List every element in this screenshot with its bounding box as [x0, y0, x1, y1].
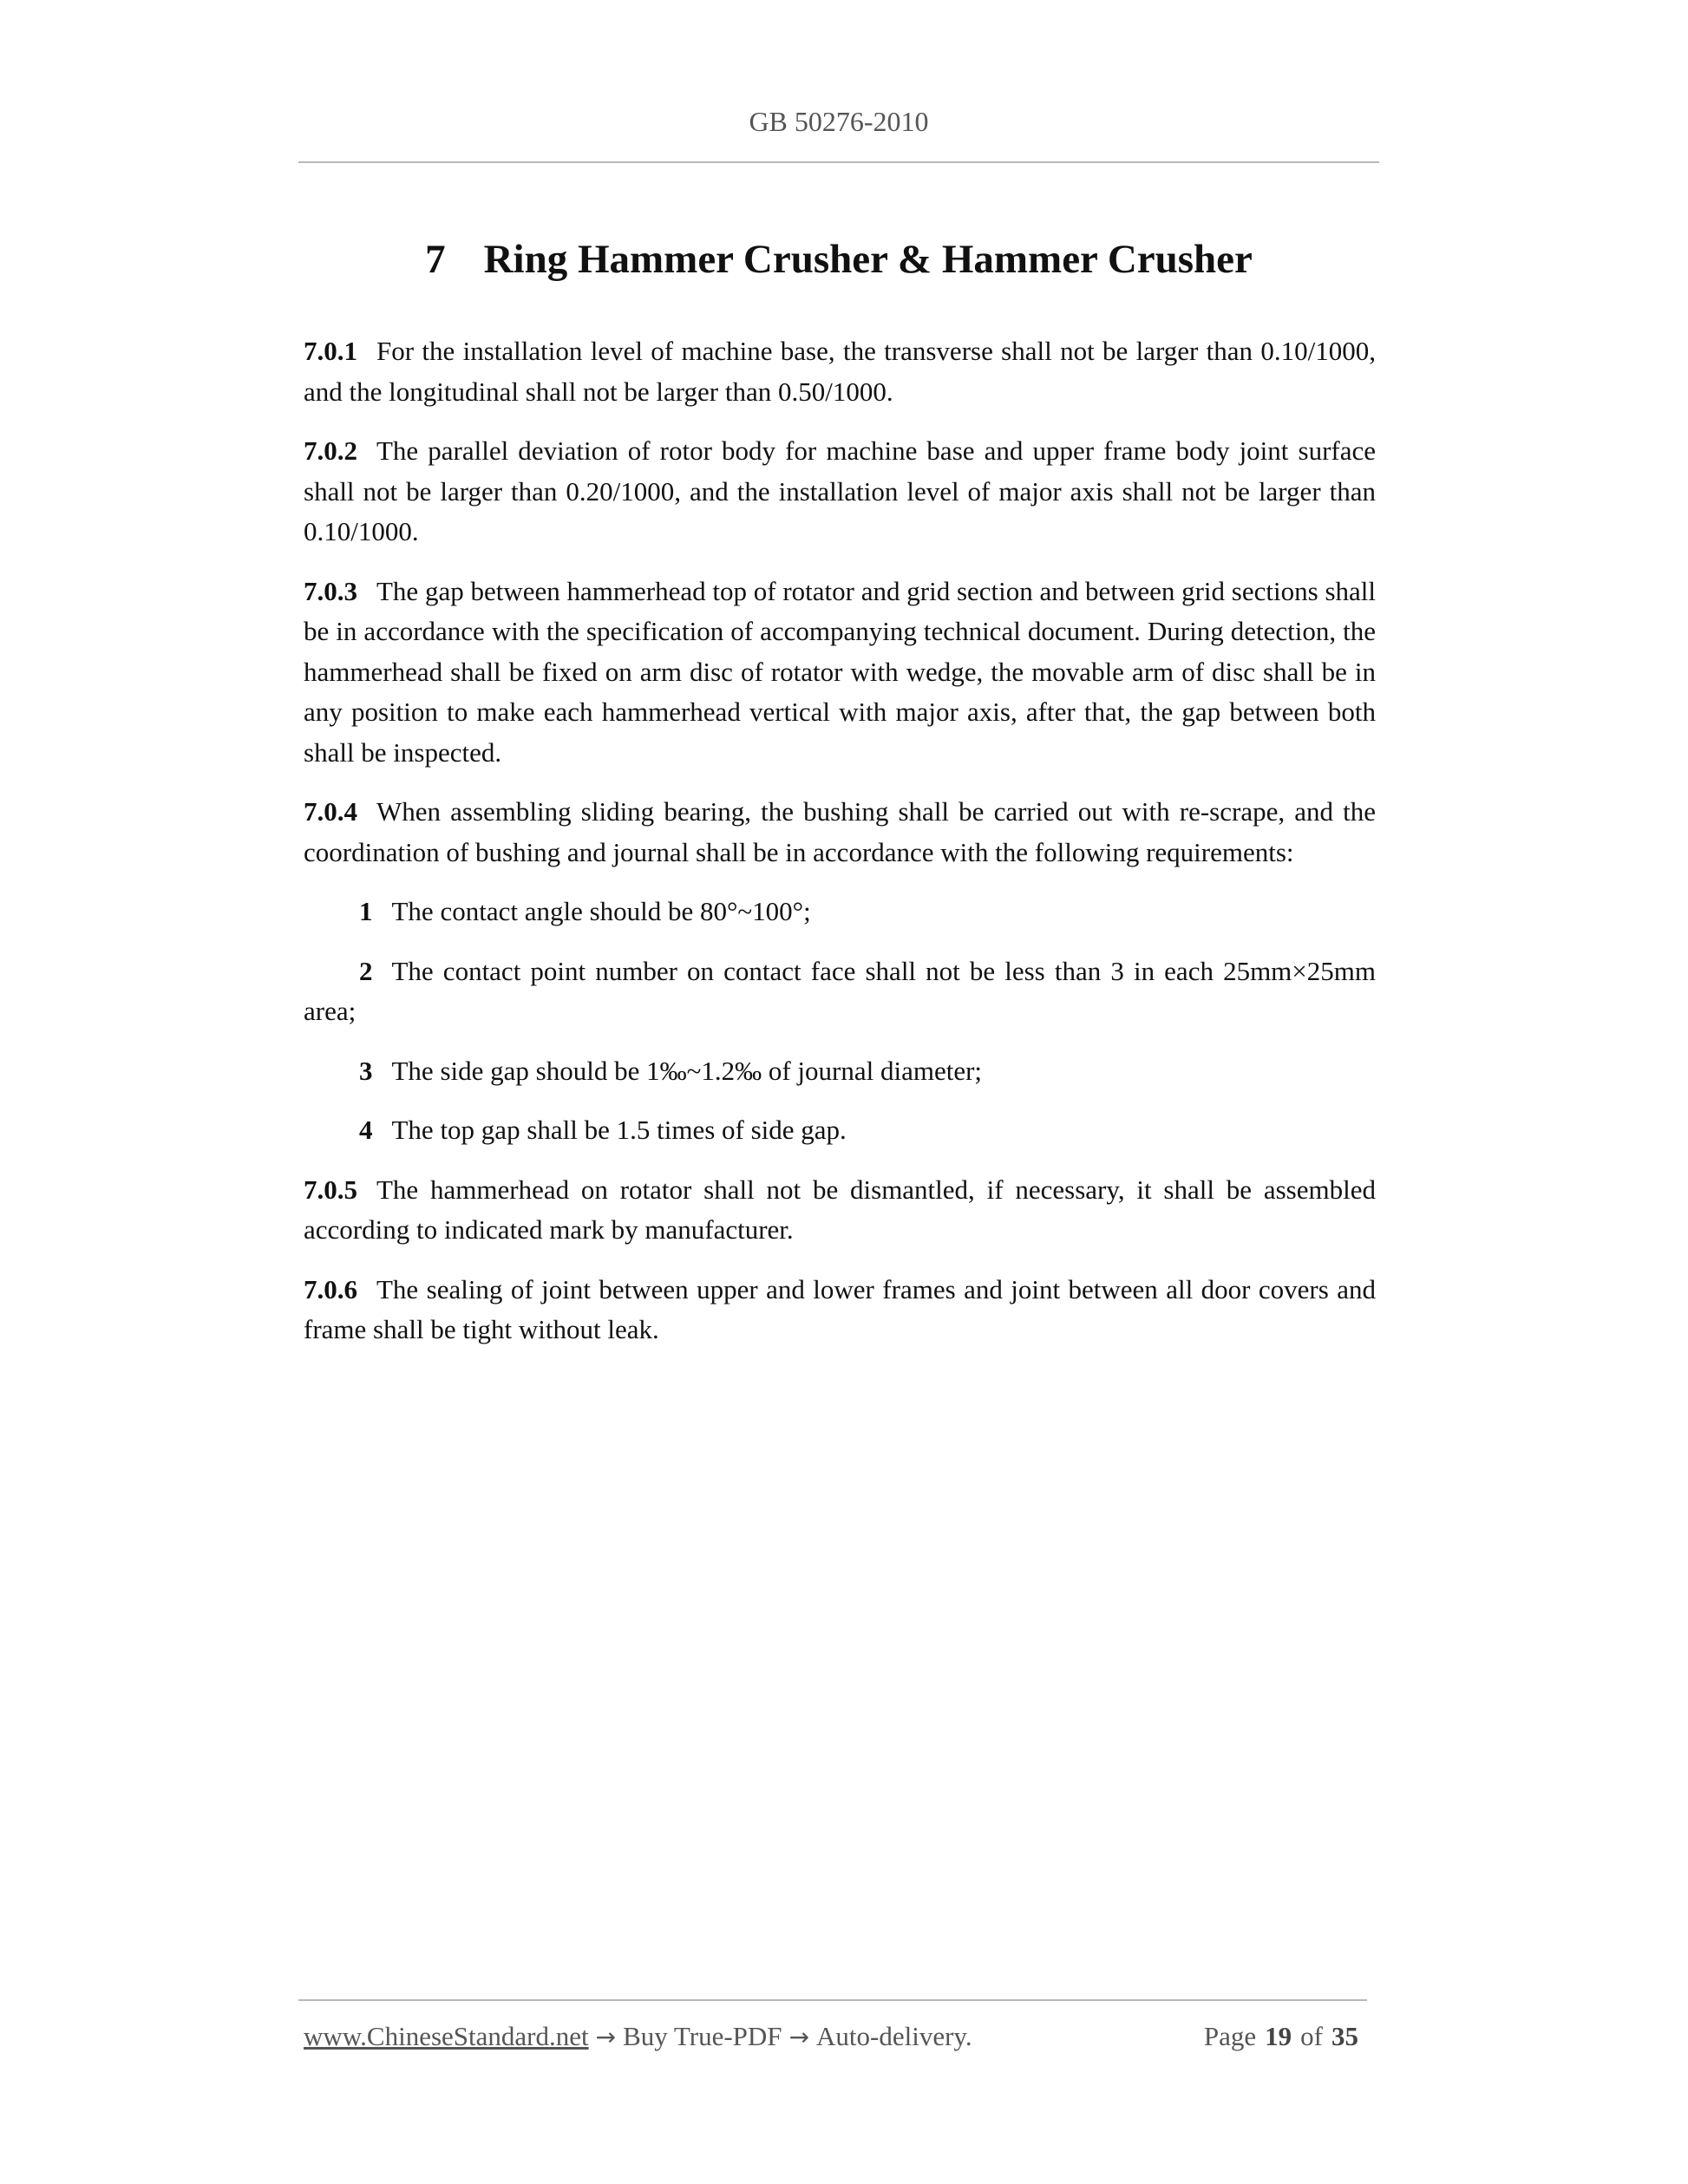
clause-number: 7.0.5 — [304, 1174, 357, 1205]
body-content — [304, 331, 1376, 1370]
delivery-text: Auto-delivery. — [816, 2021, 972, 2051]
footer-promo — [304, 2021, 972, 2052]
clause-text: The parallel deviation of rotor body for machine base and upper frame body joint surface shall not be larger than 0.20/1000, and the installation level of major axis shall not be larger than 0.10/1000. — [304, 435, 1376, 546]
clause-text: The hammerhead on rotator shall not be dismantled, if necessary, it shall be assembled according to indicated mark by manufacturer. — [304, 1174, 1376, 1245]
chapter-title — [298, 236, 1379, 283]
clause-7-0-4 — [304, 792, 1376, 873]
chapter-number: 7 — [425, 237, 446, 282]
item-text: The contact point number on contact face shall not be less than 3 in each 25mm×25mm area; — [304, 955, 1376, 1026]
chinesestandard-link[interactable]: www.ChineseStandard.net — [304, 2021, 589, 2051]
list-item — [304, 892, 1376, 932]
list-item — [304, 1051, 1376, 1092]
running-header: GB 50276-2010 — [749, 106, 929, 137]
chapter-title-text: Ring Hammer Crusher & Hammer Crusher — [483, 237, 1253, 282]
item-number: 4 — [359, 1115, 373, 1145]
item-number: 1 — [359, 896, 373, 926]
clause-number: 7.0.2 — [304, 435, 357, 466]
clause-text: When assembling sliding bearing, the bushing shall be carried out with re-scrape, and the coordination of bushing and journal shall be in accordance with the following requirements: — [304, 796, 1376, 867]
page-current: 19 — [1265, 2021, 1292, 2051]
buy-text: Buy True-PDF — [623, 2021, 782, 2051]
header-divider — [298, 161, 1379, 163]
list-item — [304, 951, 1376, 1032]
clause-7-0-5 — [304, 1170, 1376, 1251]
clause-text: The gap between hammerhead top of rotator and grid section and between grid sections shall be in accordance with the specification of accompanying technical document. During detection, the hammerhead shall be fixed on arm disc of rotator with wedge, the movable arm of disc shall be in any position to make each hammerhead vertical with major axis, after that, the gap between both shall be inspected. — [304, 575, 1376, 768]
of-label: of — [1300, 2021, 1323, 2051]
clause-7-0-6 — [304, 1270, 1376, 1350]
clause-text: For the installation level of machine base, the transverse shall not be larger than 0.10/1000, and the longitudinal shall not be larger than 0.50/1000. — [304, 336, 1376, 407]
clause-number: 7.0.1 — [304, 336, 357, 366]
item-text: The side gap should be 1‰~1.2‰ of journal diameter; — [391, 1055, 983, 1086]
item-number: 3 — [359, 1055, 373, 1086]
arrow-right-icon: → — [595, 2023, 617, 2051]
page-footer — [304, 2021, 1367, 2059]
footer-divider — [298, 1999, 1367, 2001]
clause-7-0-2 — [304, 431, 1376, 553]
item-text: The top gap shall be 1.5 times of side gap. — [391, 1115, 847, 1145]
page-indicator — [1204, 2021, 1367, 2052]
arrow-right-icon: → — [788, 2023, 810, 2051]
item-text: The contact angle should be 80°~100°; — [391, 896, 811, 926]
page-label: Page — [1203, 2021, 1257, 2051]
clause-number: 7.0.3 — [304, 575, 357, 606]
item-number: 2 — [359, 955, 373, 986]
page-total: 35 — [1331, 2021, 1358, 2051]
clause-text: The sealing of joint between upper and lower frames and joint between all door covers and frame shall be tight without leak. — [304, 1273, 1376, 1344]
clause-number: 7.0.4 — [304, 796, 357, 827]
list-item — [304, 1110, 1376, 1151]
clause-7-0-1 — [304, 331, 1376, 412]
clause-number: 7.0.6 — [304, 1273, 357, 1305]
clause-7-0-3 — [304, 572, 1376, 774]
